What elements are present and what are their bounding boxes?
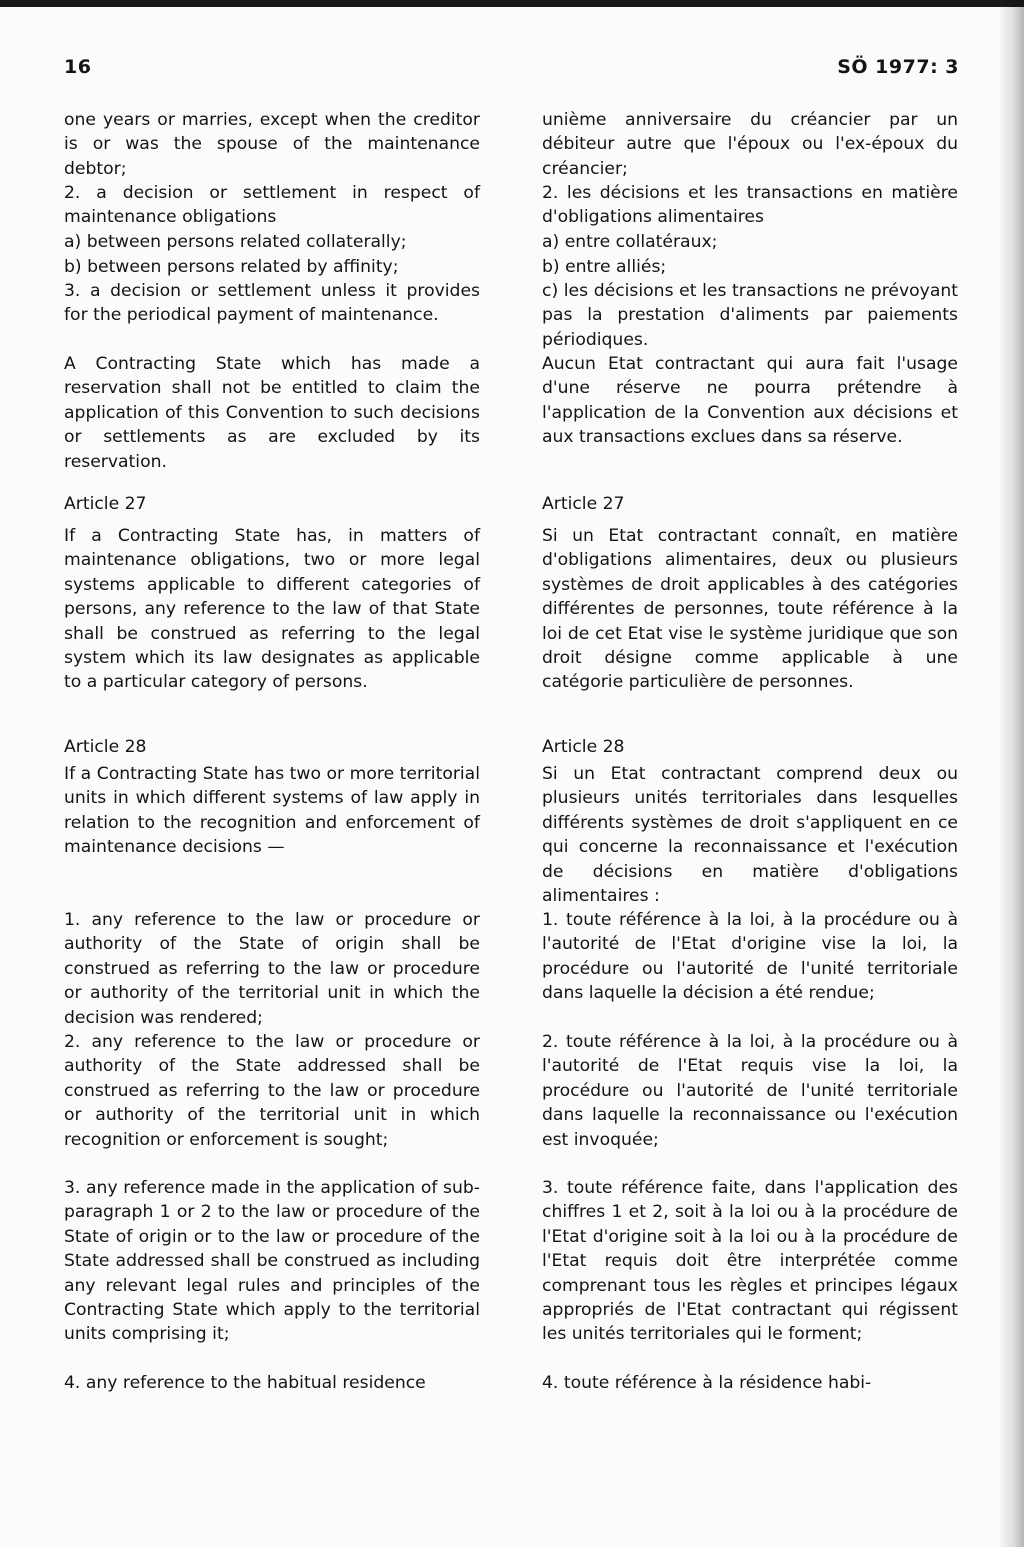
- fr-item-2a: a) entre collatéraux;: [542, 232, 718, 252]
- fr-article-28-item-3: 3. toute référence faite, dans l'application des chiffres 1 et 2, soit à la loi ou à la procédure de l'Etat d'origine soit à la loi ou à la procédure de l'Etat requis doit être interprétée comme comprenant tous les règles et principes légaux appropriés de l'Etat contractant qui régissent les unités territoriales qui le forment;: [542, 1178, 958, 1345]
- page-header: [64, 52, 959, 82]
- fr-article-27-text: Si un Etat contractant connaît, en matière d'obligations alimentaires, deux ou plusieurs systèmes de droit applicables à des catégories différentes de personnes, toute référence à la loi de cet Etat vise le système juridique que son droit désigne comme applicable à une catégorie particulière de personnes.: [542, 526, 958, 693]
- english-column: [64, 108, 480, 1396]
- en-article-28-item-2: 2. any reference to the law or procedure or authority of the State addressed shall be construed as referring to the law or procedure or authority of the territorial unit in which recognition or enforcement is sought;: [64, 1032, 480, 1150]
- french-column: [542, 108, 958, 1396]
- en-article-28-intro: If a Contracting State has two or more territorial units in which different systems of law apply in relation to the recognition and enforcement of maintenance decisions —: [64, 764, 480, 858]
- en-item-2b: b) between persons related by affinity;: [64, 257, 399, 277]
- fr-paragraph-continuation: unième anniversaire du créancier par un débiteur autre que l'époux ou l'ex-époux du créancier;: [542, 110, 958, 179]
- fr-article-27-heading: Article 27: [542, 494, 625, 514]
- en-article-27-text: If a Contracting State has, in matters of maintenance obligations, two or more legal systems applicable to different categories of persons, any reference to the law of that State shall be construed as referring to the legal system which its law designates as applicable to a particular category of persons.: [64, 526, 480, 693]
- fr-article-28-heading: Article 28: [542, 737, 625, 757]
- en-article-28-item-3: 3. any reference made in the application of sub-paragraph 1 or 2 to the law or procedure of the State of origin or to the law or procedure of the State addressed shall be construed as including any relevant legal rules and principles of the Contracting State which apply to the territorial units comprising it;: [64, 1178, 480, 1345]
- document-reference: SÖ 1977: 3: [837, 56, 959, 78]
- fr-reservation-paragraph: Aucun Etat contractant qui aura fait l'usage d'une réserve ne pourra prétendre à l'application de la Convention aux décisions et aux transactions exclues dans sa réserve.: [542, 354, 958, 448]
- fr-item-2b: b) entre alliés;: [542, 257, 667, 277]
- fr-item-2c: c) les décisions et les transactions ne prévoyant pas la prestation d'aliments par paiements périodiques.: [542, 281, 958, 350]
- scan-page-edge-shadow: [998, 0, 1024, 1547]
- scan-top-border: [0, 0, 1024, 7]
- en-article-28-item-4: 4. any reference to the habitual residence: [64, 1373, 426, 1393]
- en-paragraph-continuation: one years or marries, except when the creditor is or was the spouse of the maintenance debtor;: [64, 110, 480, 179]
- en-article-27-heading: Article 27: [64, 494, 147, 514]
- en-item-3: 3. a decision or settlement unless it provides for the periodical payment of maintenance.: [64, 281, 480, 326]
- fr-item-2: 2. les décisions et les transactions en matière d'obligations alimentaires: [542, 183, 958, 228]
- fr-article-28-intro: Si un Etat contractant comprend deux ou plusieurs unités territoriales dans lesquelles différents systèmes de droit s'appliquent en ce qui concerne la reconnaissance et l'exécution de décisions en matière d'obligations alimentaires :: [542, 764, 958, 907]
- en-reservation-paragraph: A Contracting State which has made a reservation shall not be entitled to claim the application of this Convention to such decisions or settlements as are excluded by its reservation.: [64, 354, 480, 472]
- en-article-28-item-1: 1. any reference to the law or procedure or authority of the State of origin shall be construed as referring to the law or procedure or authority of the territorial unit in which the decision was rendered;: [64, 910, 480, 1028]
- fr-article-28-item-2: 2. toute référence à la loi, à la procédure ou à l'autorité de l'Etat requis vise la loi, la procédure ou l'autorité de l'unité territoriale dans laquelle la reconnaissance ou l'exécution est invoquée;: [542, 1032, 958, 1150]
- en-item-2a: a) between persons related collaterally;: [64, 232, 407, 252]
- fr-article-28-item-1: 1. toute référence à la loi, à la procédure ou à l'autorité de l'Etat d'origine vise la loi, la procédure ou l'autorité de l'unité territoriale dans laquelle la décision a été rendue;: [542, 910, 958, 1004]
- en-item-2: 2. a decision or settlement in respect of maintenance obligations: [64, 183, 480, 228]
- en-article-28-heading: Article 28: [64, 737, 147, 757]
- fr-article-28-item-4: 4. toute référence à la résidence habi-: [542, 1373, 872, 1393]
- page-number: 16: [64, 56, 92, 78]
